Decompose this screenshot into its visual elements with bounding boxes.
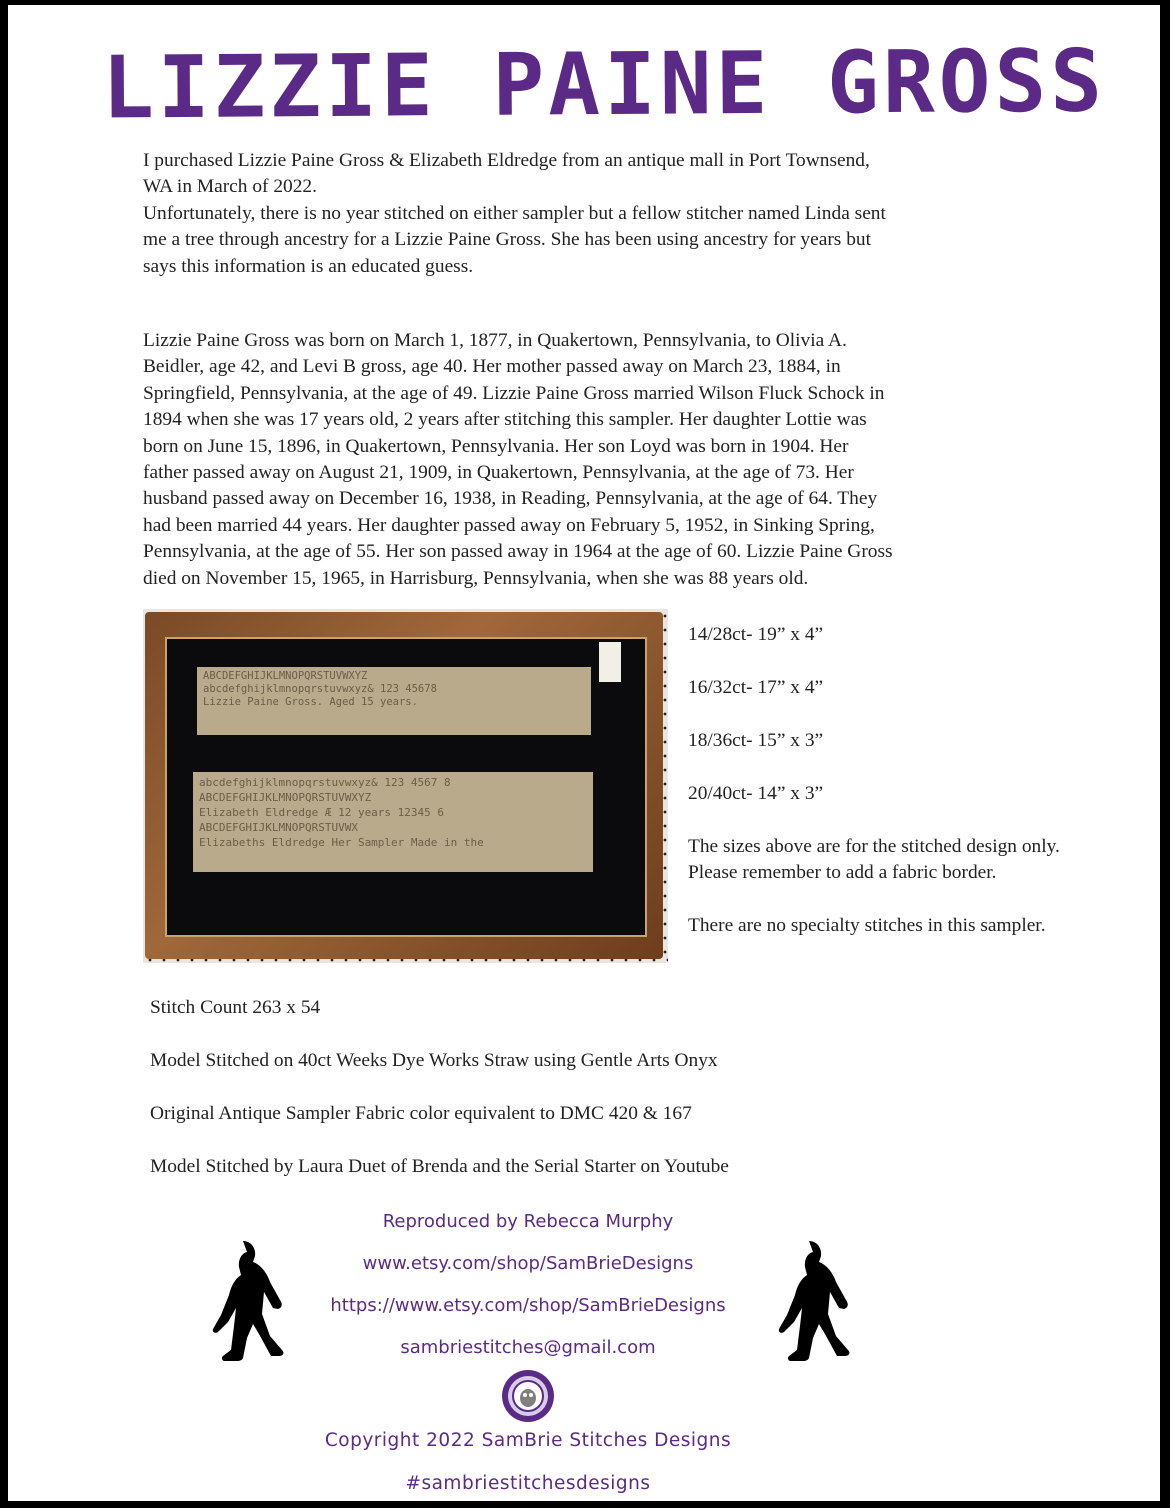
size-20ct: 20/40ct- 14” x 3” xyxy=(688,783,824,804)
size-16ct: 16/32ct- 17” x 4” xyxy=(688,677,824,698)
etsy-link-full[interactable]: https://www.etsy.com/shop/SamBrieDesigns xyxy=(330,1295,726,1316)
sampler-row: Lizzie Paine Gross. Aged 15 years. xyxy=(203,696,418,708)
price-tag xyxy=(599,642,621,682)
bio-line: husband passed away on December 16, 1938, in Reading, Pennsylvania, at the age of 64. They xyxy=(143,488,878,510)
model-fabric: Model Stitched on 40ct Weeks Dye Works Straw using Gentle Arts Onyx xyxy=(150,1050,718,1071)
size-note xyxy=(688,834,1060,887)
bio-line: born on June 15, 1896, in Quakertown, Pennsylvania. Her son Loyd was born in 1904. Her xyxy=(143,435,849,457)
size-18ct: 18/36ct- 15” x 3” xyxy=(688,730,824,751)
size-14ct: 14/28ct- 19” x 4” xyxy=(688,624,824,645)
size-note-line: Please remember to add a fabric border. xyxy=(688,862,997,884)
sampler-band-elizabeth xyxy=(193,772,593,872)
intro-line: WA in March of 2022. xyxy=(143,176,317,198)
sampler-row: abcdefghijklmnopqrstuvwxyz& 123 4567 8 xyxy=(199,776,451,789)
bio-line: Beidler, age 42, and Levi B gross, age 40. Her mother passed away on March 23, 1884, in xyxy=(143,356,841,378)
model-stitcher: Model Stitched by Laura Duet of Brenda and the Serial Starter on Youtube xyxy=(150,1156,729,1177)
intro-paragraph xyxy=(143,148,1043,280)
pattern-page xyxy=(8,5,1160,1501)
reproduced-by: Reproduced by Rebecca Murphy xyxy=(382,1211,674,1232)
stitch-count: Stitch Count 263 x 54 xyxy=(150,997,321,1018)
sampler-row: Elizabeths Eldredge Her Sampler Made in the xyxy=(199,836,484,849)
bio-line: 1894 when she was 17 years old, 2 years after stitching this sampler. Her daughter Lottie was xyxy=(143,409,867,431)
sampler-row: Elizabeth Eldredge Æ 12 years 12345 6 xyxy=(199,806,445,819)
picture-frame xyxy=(145,612,663,959)
biography-paragraph xyxy=(143,328,1043,592)
sampler-row: ABCDEFGHIJKLMNOPQRSTUVWX xyxy=(199,821,358,834)
intro-line: Unfortunately, there is no year stitched on either sampler but a fellow stitcher named Linda sent xyxy=(143,202,886,224)
sampler-row: ABCDEFGHIJKLMNOPQRSTUVWXYZ xyxy=(203,670,368,682)
fabric-color: Original Antique Sampler Fabric color equivalent to DMC 420 & 167 xyxy=(150,1103,692,1124)
bio-line: Pennsylvania, at the age of 55. Her son passed away in 1964 at the age of 60. Lizzie Paine Gross xyxy=(143,541,893,563)
bio-line: Springfield, Pennsylvania, at the age of 49. Lizzie Paine Gross married Wilson Fluck Schock in xyxy=(143,382,885,404)
sampler-photo xyxy=(143,609,668,963)
etsy-link[interactable]: www.etsy.com/shop/SamBrieDesigns xyxy=(362,1253,694,1274)
intro-line: says this information is an educated guess. xyxy=(143,255,474,277)
hashtag: #sambriestitchesdesigns xyxy=(405,1473,651,1494)
intro-line: I purchased Lizzie Paine Gross & Elizabeth Eldredge from an antique mall in Port Townsend, xyxy=(143,150,870,171)
sampler-band-lizzie xyxy=(197,667,591,735)
bio-line: died on November 15, 1965, in Harrisburg, Pennsylvania, when she was 88 years old. xyxy=(143,567,809,589)
bio-line: Lizzie Paine Gross was born on March 1, 1877, in Quakertown, Pennsylvania, to Olivia A. xyxy=(143,330,847,351)
specialty-note: There are no specialty stitches in this sampler. xyxy=(688,915,1046,936)
bio-line: had been married 44 years. Her daughter passed away on February 5, 1952, in Sinking Spring, xyxy=(143,514,875,536)
email-link[interactable]: sambriestitches@gmail.com xyxy=(400,1337,656,1358)
intro-line: me a tree through ancestry for a Lizzie Paine Gross. She has been using ancestry for years but xyxy=(143,229,871,251)
sambrie-logo-icon xyxy=(500,1368,556,1424)
size-note-line: The sizes above are for the stitched design only. xyxy=(688,836,1060,857)
sampler-row: ABCDEFGHIJKLMNOPQRSTUVWXYZ xyxy=(199,791,372,804)
bio-line: father passed away on August 21, 1909, in Quakertown, Pennsylvania, at the age of 73. Her xyxy=(143,462,854,484)
copyright: Copyright 2022 SamBrie Stitches Designs xyxy=(324,1430,732,1451)
sampler-row: abcdefghijklmnopqrstuvwxyz& 123 45678 xyxy=(203,683,437,695)
page-title: LIZZIE PAINE GROSS xyxy=(101,31,1107,139)
